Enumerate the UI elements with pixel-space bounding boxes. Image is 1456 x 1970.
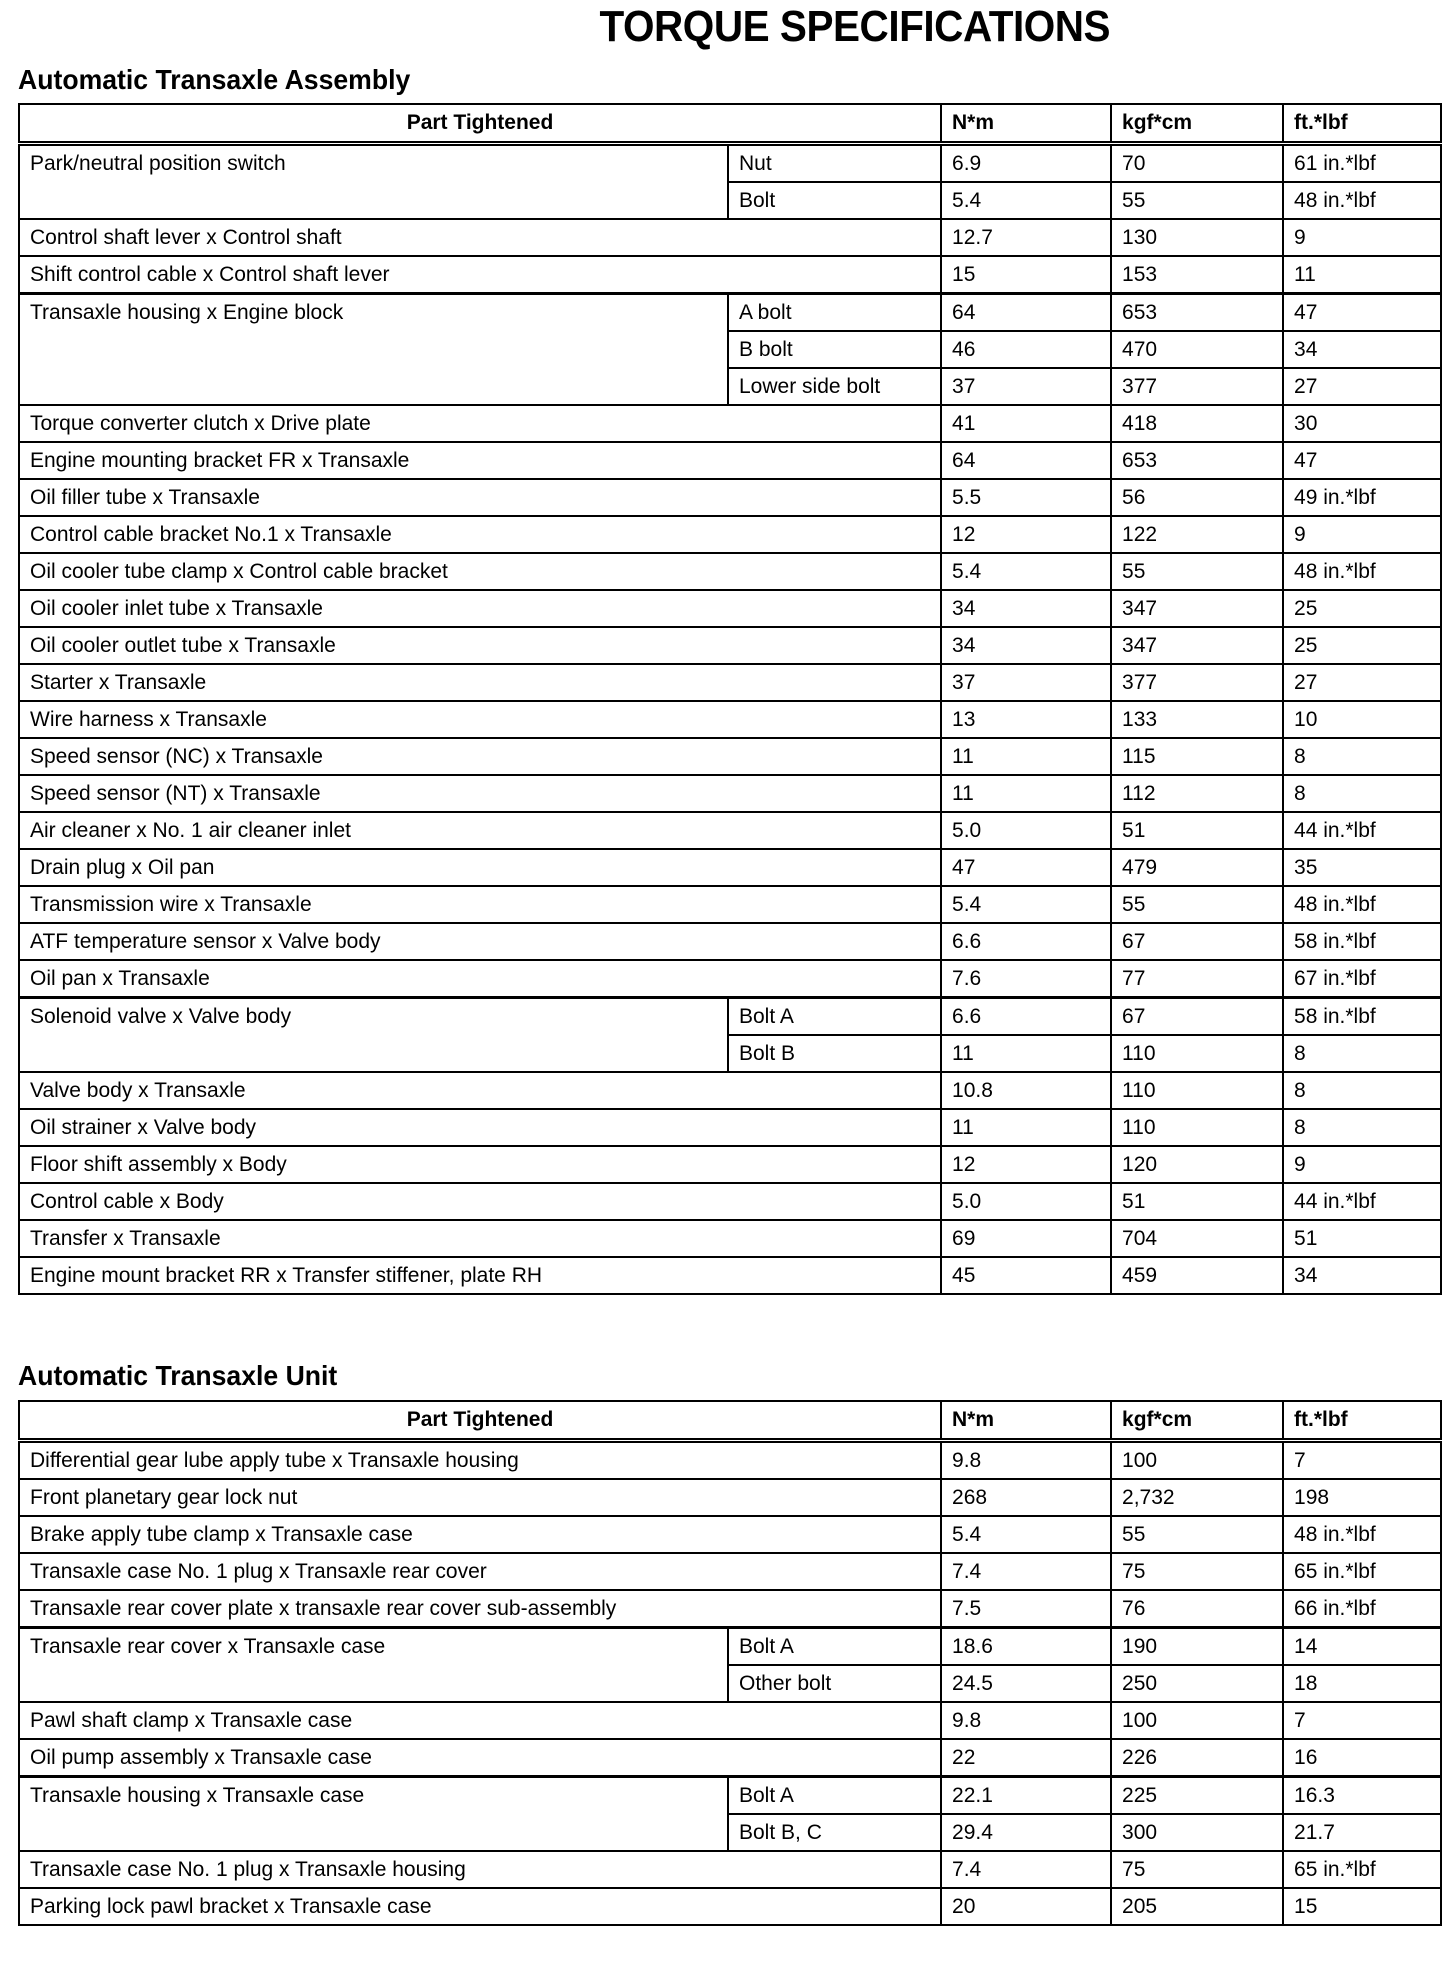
column-header-kgf: kgf*cm (1111, 104, 1283, 144)
torque-kgf-cell: 55 (1111, 553, 1283, 590)
torque-nm-cell: 22 (941, 1739, 1111, 1777)
torque-nm-cell: 34 (941, 627, 1111, 664)
part-name-cell: Control cable bracket No.1 x Transaxle (19, 516, 941, 553)
table-row (19, 1516, 1441, 1553)
torque-nm-cell: 20 (941, 1888, 1111, 1925)
torque-kgf-cell: 75 (1111, 1851, 1283, 1888)
table-row (19, 405, 1441, 442)
torque-ft-cell: 34 (1283, 1257, 1441, 1294)
part-name-cell: Pawl shaft clamp x Transaxle case (19, 1702, 941, 1739)
torque-kgf-cell: 110 (1111, 1109, 1283, 1146)
torque-nm-cell: 5.4 (941, 182, 1111, 219)
torque-kgf-cell: 70 (1111, 144, 1283, 183)
torque-kgf-cell: 55 (1111, 886, 1283, 923)
part-name-cell: Engine mounting bracket FR x Transaxle (19, 442, 941, 479)
table-row (19, 144, 1441, 183)
torque-ft-cell: 25 (1283, 590, 1441, 627)
torque-nm-cell: 45 (941, 1257, 1111, 1294)
part-name-cell: Transaxle case No. 1 plug x Transaxle rear cover (19, 1553, 941, 1590)
table-row (19, 553, 1441, 590)
column-header-nm: N*m (941, 1401, 1111, 1441)
table-row (19, 664, 1441, 701)
torque-ft-cell: 8 (1283, 1072, 1441, 1109)
table-row (19, 256, 1441, 294)
part-name-cell: Engine mount bracket RR x Transfer stiffener, plate RH (19, 1257, 941, 1294)
part-name-cell: Wire harness x Transaxle (19, 701, 941, 738)
table-row (19, 294, 1441, 332)
torque-kgf-cell: 75 (1111, 1553, 1283, 1590)
table-header-row (19, 1401, 1441, 1441)
torque-kgf-cell: 470 (1111, 331, 1283, 368)
torque-nm-cell: 5.4 (941, 886, 1111, 923)
table-row (19, 627, 1441, 664)
table-row (19, 1628, 1441, 1666)
torque-ft-cell: 30 (1283, 405, 1441, 442)
torque-kgf-cell: 225 (1111, 1777, 1283, 1815)
table-row (19, 738, 1441, 775)
torque-ft-cell: 7 (1283, 1702, 1441, 1739)
torque-kgf-cell: 110 (1111, 1035, 1283, 1072)
torque-ft-cell: 10 (1283, 701, 1441, 738)
table-row (19, 998, 1441, 1036)
torque-ft-cell: 27 (1283, 664, 1441, 701)
torque-ft-cell: 67 in.*lbf (1283, 960, 1441, 998)
table-row (19, 1109, 1441, 1146)
torque-kgf-cell: 67 (1111, 923, 1283, 960)
torque-kgf-cell: 130 (1111, 219, 1283, 256)
torque-nm-cell: 24.5 (941, 1665, 1111, 1702)
torque-kgf-cell: 110 (1111, 1072, 1283, 1109)
part-name-cell: Torque converter clutch x Drive plate (19, 405, 941, 442)
torque-ft-cell: 9 (1283, 1146, 1441, 1183)
torque-ft-cell: 58 in.*lbf (1283, 998, 1441, 1036)
torque-ft-cell: 18 (1283, 1665, 1441, 1702)
torque-nm-cell: 5.5 (941, 479, 1111, 516)
part-name-cell: Control cable x Body (19, 1183, 941, 1220)
torque-nm-cell: 7.4 (941, 1851, 1111, 1888)
torque-ft-cell: 66 in.*lbf (1283, 1590, 1441, 1628)
torque-ft-cell: 25 (1283, 627, 1441, 664)
torque-ft-cell: 51 (1283, 1220, 1441, 1257)
table-row (19, 1220, 1441, 1257)
torque-kgf-cell: 300 (1111, 1814, 1283, 1851)
part-name-cell: Transaxle housing x Transaxle case (19, 1777, 728, 1852)
table-row (19, 442, 1441, 479)
part-name-cell: Floor shift assembly x Body (19, 1146, 941, 1183)
fastener-cell: Lower side bolt (728, 368, 941, 405)
torque-nm-cell: 37 (941, 368, 1111, 405)
torque-ft-cell: 16.3 (1283, 1777, 1441, 1815)
fastener-cell: Bolt (728, 182, 941, 219)
torque-nm-cell: 6.6 (941, 998, 1111, 1036)
torque-nm-cell: 69 (941, 1220, 1111, 1257)
torque-kgf-cell: 67 (1111, 998, 1283, 1036)
torque-kgf-cell: 250 (1111, 1665, 1283, 1702)
fastener-cell: A bolt (728, 294, 941, 332)
torque-nm-cell: 29.4 (941, 1814, 1111, 1851)
torque-ft-cell: 14 (1283, 1628, 1441, 1666)
torque-nm-cell: 11 (941, 1035, 1111, 1072)
part-name-cell: Shift control cable x Control shaft lever (19, 256, 941, 294)
table-row (19, 590, 1441, 627)
torque-ft-cell: 65 in.*lbf (1283, 1851, 1441, 1888)
table-row (19, 219, 1441, 256)
torque-ft-cell: 34 (1283, 331, 1441, 368)
torque-kgf-cell: 153 (1111, 256, 1283, 294)
table-row (19, 1777, 1441, 1815)
part-name-cell: Parking lock pawl bracket x Transaxle case (19, 1888, 941, 1925)
torque-nm-cell: 7.4 (941, 1553, 1111, 1590)
torque-ft-cell: 47 (1283, 442, 1441, 479)
torque-kgf-cell: 120 (1111, 1146, 1283, 1183)
torque-nm-cell: 34 (941, 590, 1111, 627)
torque-ft-cell: 8 (1283, 775, 1441, 812)
torque-nm-cell: 7.6 (941, 960, 1111, 998)
table-row (19, 1553, 1441, 1590)
part-name-cell: Starter x Transaxle (19, 664, 941, 701)
table-header-row (19, 104, 1441, 144)
fastener-cell: Nut (728, 144, 941, 183)
torque-ft-cell: 8 (1283, 1035, 1441, 1072)
fastener-cell: Bolt A (728, 1777, 941, 1815)
column-header-kgf: kgf*cm (1111, 1401, 1283, 1441)
part-name-cell: Brake apply tube clamp x Transaxle case (19, 1516, 941, 1553)
torque-nm-cell: 13 (941, 701, 1111, 738)
torque-kgf-cell: 459 (1111, 1257, 1283, 1294)
table-row (19, 1441, 1441, 1480)
torque-kgf-cell: 704 (1111, 1220, 1283, 1257)
torque-ft-cell: 48 in.*lbf (1283, 886, 1441, 923)
part-name-cell: Oil filler tube x Transaxle (19, 479, 941, 516)
torque-ft-cell: 27 (1283, 368, 1441, 405)
table-row (19, 1590, 1441, 1628)
torque-nm-cell: 37 (941, 664, 1111, 701)
torque-ft-cell: 58 in.*lbf (1283, 923, 1441, 960)
table-row (19, 701, 1441, 738)
table-row (19, 1257, 1441, 1294)
torque-kgf-cell: 2,732 (1111, 1479, 1283, 1516)
torque-kgf-cell: 56 (1111, 479, 1283, 516)
torque-nm-cell: 22.1 (941, 1777, 1111, 1815)
column-header-nm: N*m (941, 104, 1111, 144)
torque-ft-cell: 35 (1283, 849, 1441, 886)
torque-ft-cell: 8 (1283, 1109, 1441, 1146)
torque-nm-cell: 64 (941, 294, 1111, 332)
part-name-cell: Transaxle housing x Engine block (19, 294, 728, 406)
torque-nm-cell: 5.0 (941, 812, 1111, 849)
torque-ft-cell: 44 in.*lbf (1283, 1183, 1441, 1220)
torque-nm-cell: 15 (941, 256, 1111, 294)
torque-nm-cell: 10.8 (941, 1072, 1111, 1109)
torque-kgf-cell: 418 (1111, 405, 1283, 442)
table-row (19, 886, 1441, 923)
torque-ft-cell: 7 (1283, 1441, 1441, 1480)
torque-nm-cell: 64 (941, 442, 1111, 479)
table-row (19, 849, 1441, 886)
table-row (19, 1851, 1441, 1888)
section-title-unit: Automatic Transaxle Unit (18, 1360, 338, 1391)
table-row (19, 775, 1441, 812)
torque-ft-cell: 48 in.*lbf (1283, 553, 1441, 590)
torque-ft-cell: 44 in.*lbf (1283, 812, 1441, 849)
torque-kgf-cell: 653 (1111, 294, 1283, 332)
table-row (19, 923, 1441, 960)
column-header-part: Part Tightened (19, 1401, 941, 1441)
part-name-cell: Valve body x Transaxle (19, 1072, 941, 1109)
fastener-cell: B bolt (728, 331, 941, 368)
table-row (19, 1183, 1441, 1220)
part-name-cell: Speed sensor (NT) x Transaxle (19, 775, 941, 812)
torque-nm-cell: 11 (941, 738, 1111, 775)
torque-kgf-cell: 226 (1111, 1739, 1283, 1777)
torque-ft-cell: 48 in.*lbf (1283, 1516, 1441, 1553)
part-name-cell: Oil cooler inlet tube x Transaxle (19, 590, 941, 627)
torque-nm-cell: 12.7 (941, 219, 1111, 256)
torque-kgf-cell: 377 (1111, 368, 1283, 405)
torque-kgf-cell: 51 (1111, 1183, 1283, 1220)
fastener-cell: Other bolt (728, 1665, 941, 1702)
part-name-cell: Air cleaner x No. 1 air cleaner inlet (19, 812, 941, 849)
part-name-cell: Oil strainer x Valve body (19, 1109, 941, 1146)
part-name-cell: Oil pump assembly x Transaxle case (19, 1739, 941, 1777)
column-header-ft: ft.*lbf (1283, 1401, 1441, 1441)
torque-ft-cell: 61 in.*lbf (1283, 144, 1441, 183)
torque-ft-cell: 49 in.*lbf (1283, 479, 1441, 516)
torque-ft-cell: 48 in.*lbf (1283, 182, 1441, 219)
torque-kgf-cell: 377 (1111, 664, 1283, 701)
part-name-cell: Drain plug x Oil pan (19, 849, 941, 886)
torque-kgf-cell: 653 (1111, 442, 1283, 479)
torque-nm-cell: 9.8 (941, 1441, 1111, 1480)
column-header-part: Part Tightened (19, 104, 941, 144)
torque-kgf-cell: 205 (1111, 1888, 1283, 1925)
torque-kgf-cell: 51 (1111, 812, 1283, 849)
table-row (19, 1702, 1441, 1739)
torque-ft-cell: 9 (1283, 516, 1441, 553)
torque-nm-cell: 41 (941, 405, 1111, 442)
part-name-cell: Transaxle case No. 1 plug x Transaxle housing (19, 1851, 941, 1888)
page-title: TORQUE SPECIFICATIONS (599, 2, 1111, 51)
part-name-cell: Control shaft lever x Control shaft (19, 219, 941, 256)
part-name-cell: Solenoid valve x Valve body (19, 998, 728, 1073)
part-name-cell: Transaxle rear cover x Transaxle case (19, 1628, 728, 1703)
torque-kgf-cell: 190 (1111, 1628, 1283, 1666)
torque-kgf-cell: 112 (1111, 775, 1283, 812)
torque-ft-cell: 15 (1283, 1888, 1441, 1925)
torque-kgf-cell: 100 (1111, 1702, 1283, 1739)
torque-kgf-cell: 55 (1111, 182, 1283, 219)
table-row (19, 812, 1441, 849)
torque-kgf-cell: 77 (1111, 960, 1283, 998)
torque-nm-cell: 5.4 (941, 553, 1111, 590)
torque-kgf-cell: 55 (1111, 1516, 1283, 1553)
fastener-cell: Bolt A (728, 1628, 941, 1666)
table-row (19, 1888, 1441, 1925)
section-title-assembly: Automatic Transaxle Assembly (18, 64, 411, 95)
torque-kgf-cell: 479 (1111, 849, 1283, 886)
table-row (19, 1072, 1441, 1109)
torque-kgf-cell: 347 (1111, 590, 1283, 627)
torque-nm-cell: 47 (941, 849, 1111, 886)
part-name-cell: Transfer x Transaxle (19, 1220, 941, 1257)
table-row (19, 960, 1441, 998)
fastener-cell: Bolt B, C (728, 1814, 941, 1851)
torque-kgf-cell: 76 (1111, 1590, 1283, 1628)
torque-kgf-cell: 347 (1111, 627, 1283, 664)
torque-kgf-cell: 100 (1111, 1441, 1283, 1480)
part-name-cell: ATF temperature sensor x Valve body (19, 923, 941, 960)
torque-table-assembly (18, 103, 1442, 1295)
table-row (19, 1739, 1441, 1777)
torque-nm-cell: 11 (941, 1109, 1111, 1146)
torque-ft-cell: 8 (1283, 738, 1441, 775)
column-header-ft: ft.*lbf (1283, 104, 1441, 144)
torque-ft-cell: 16 (1283, 1739, 1441, 1777)
torque-kgf-cell: 133 (1111, 701, 1283, 738)
torque-kgf-cell: 115 (1111, 738, 1283, 775)
fastener-cell: Bolt A (728, 998, 941, 1036)
part-name-cell: Front planetary gear lock nut (19, 1479, 941, 1516)
torque-nm-cell: 12 (941, 516, 1111, 553)
torque-nm-cell: 9.8 (941, 1702, 1111, 1739)
part-name-cell: Oil cooler outlet tube x Transaxle (19, 627, 941, 664)
table-row (19, 479, 1441, 516)
part-name-cell: Speed sensor (NC) x Transaxle (19, 738, 941, 775)
torque-nm-cell: 5.0 (941, 1183, 1111, 1220)
torque-nm-cell: 12 (941, 1146, 1111, 1183)
torque-ft-cell: 65 in.*lbf (1283, 1553, 1441, 1590)
torque-kgf-cell: 122 (1111, 516, 1283, 553)
table-row (19, 1479, 1441, 1516)
torque-nm-cell: 6.6 (941, 923, 1111, 960)
torque-ft-cell: 11 (1283, 256, 1441, 294)
part-name-cell: Park/neutral position switch (19, 144, 728, 220)
torque-nm-cell: 5.4 (941, 1516, 1111, 1553)
torque-nm-cell: 18.6 (941, 1628, 1111, 1666)
torque-nm-cell: 11 (941, 775, 1111, 812)
part-name-cell: Transmission wire x Transaxle (19, 886, 941, 923)
torque-nm-cell: 7.5 (941, 1590, 1111, 1628)
part-name-cell: Differential gear lube apply tube x Transaxle housing (19, 1441, 941, 1480)
torque-ft-cell: 47 (1283, 294, 1441, 332)
part-name-cell: Transaxle rear cover plate x transaxle rear cover sub-assembly (19, 1590, 941, 1628)
torque-ft-cell: 9 (1283, 219, 1441, 256)
torque-nm-cell: 6.9 (941, 144, 1111, 183)
torque-nm-cell: 268 (941, 1479, 1111, 1516)
fastener-cell: Bolt B (728, 1035, 941, 1072)
torque-nm-cell: 46 (941, 331, 1111, 368)
part-name-cell: Oil cooler tube clamp x Control cable bracket (19, 553, 941, 590)
part-name-cell: Oil pan x Transaxle (19, 960, 941, 998)
torque-ft-cell: 21.7 (1283, 1814, 1441, 1851)
torque-ft-cell: 198 (1283, 1479, 1441, 1516)
table-row (19, 516, 1441, 553)
table-row (19, 1146, 1441, 1183)
torque-table-unit (18, 1400, 1442, 1926)
